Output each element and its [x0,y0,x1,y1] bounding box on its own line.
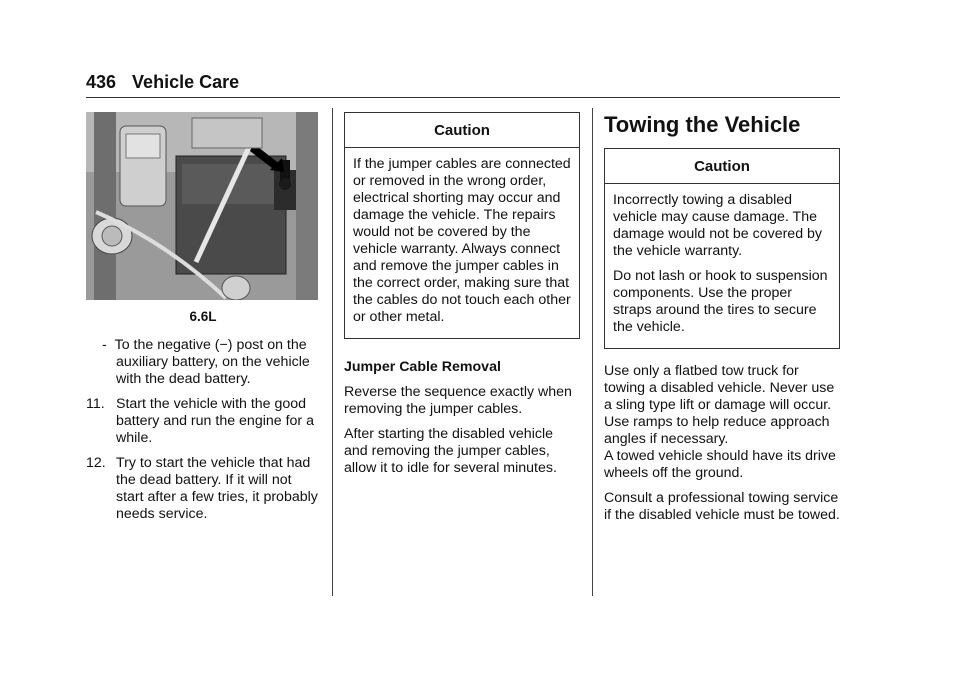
column-divider-left [332,108,333,596]
step-text: Start the vehicle with the good battery and run the engine for a while. [116,396,314,446]
dash-item-text: To the negative (−) post on the auxiliary battery, on the vehicle with the dead battery. [114,337,310,387]
image-caption: 6.6L [189,309,217,324]
engine-battery-illustration [86,112,318,300]
page-number: 436 [86,72,117,92]
step-text: Try to start the vehicle that had the dead battery. If it will not start after a few tries, it probably needs service. [116,455,318,522]
column-divider-right [592,108,593,596]
caution-text: If the jumper cables are connected or removed in the wrong order, electrical shorting may occur and damage the vehicle. The repairs would not be covered by the vehicle warranty. Always connect and remove the jumper cables in the correct order, making sure that the cables do not touch each other or other metal. [353,156,571,325]
column-2 [344,112,580,485]
column-3 [604,112,840,532]
paragraph: Reverse the sequence exactly when removing the jumper cables. [344,384,572,417]
caution-box-jumper [344,112,580,339]
paragraph: A towed vehicle should have its drive wheels off the ground. [604,448,836,481]
step-number: 11. [86,396,105,412]
caution-title: Caution [605,149,839,184]
step-number: 12. [86,455,106,471]
towing-title: Towing the Vehicle [604,112,801,137]
step-item-11 [86,396,320,447]
subheading-jumper-cable-removal: Jumper Cable Removal [344,359,501,375]
dash-list-item: - To the negative (−) post on the auxiliary battery, on the vehicle with the dead battery. [102,337,310,387]
column-1 [86,112,320,531]
caution-box-towing [604,148,840,349]
header-rule [86,97,840,98]
page-header [86,72,239,93]
paragraph: Consult a professional towing service if the disabled vehicle must be towed. [604,490,840,523]
section-title: Vehicle Care [132,72,240,92]
caution-paragraph: Incorrectly towing a disabled vehicle may cause damage. The damage would not be covered by the vehicle warranty. [613,192,823,259]
caution-title: Caution [345,113,579,148]
step-item-12 [86,455,320,523]
caution-paragraph: Do not lash or hook to suspension components. Use the proper straps around the tires to secure the vehicle. [613,268,828,335]
paragraph: Use only a flatbed tow truck for towing a disabled vehicle. Never use a sling type lift or damage will occur. Use ramps to help reduce approach angles if necessary. [604,363,835,447]
paragraph: After starting the disabled vehicle and removing the jumper cables, allow it to idle for several minutes. [344,426,557,476]
